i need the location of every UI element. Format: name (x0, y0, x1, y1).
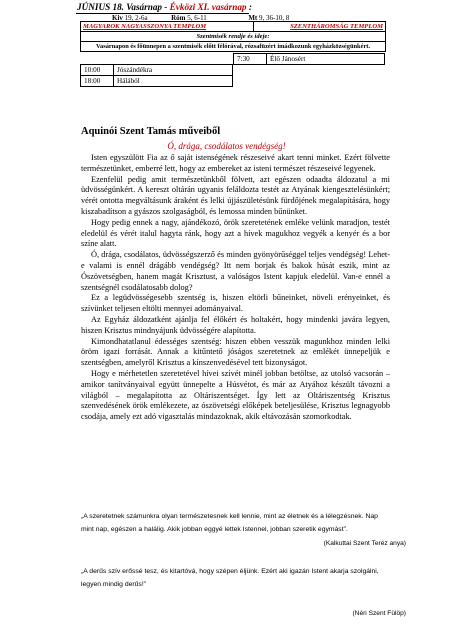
mass-time: 7:30 (234, 54, 267, 65)
reading-2-ref: 5, 6-11 (185, 14, 207, 22)
page-title (77, 2, 252, 12)
mass-intention: Jószándékra (114, 65, 233, 76)
mass-time: 10:00 (81, 65, 114, 76)
reading-2-label: Róm (171, 14, 186, 22)
liturgical-day: Évközi XI. vasárnap (169, 2, 247, 12)
article-body (81, 153, 390, 423)
paragraph: Ezenfelül pedig amit természetünkből fölvett, azt egészen odaadta áldozatul a mi üdvösségünkért. A kereszt oltárán ugyanis feláldozta testét az Atyának kiengesztelésünkért; vérét ontotta megváltásunk áraként és lelki újjászületésünk fürdőjének megalapítására, hogy kiszabadítson a gyászos szolgaságból, és lemossa minden bűnünket. (81, 174, 390, 216)
table-row (81, 76, 233, 87)
mass-schedule-table (80, 21, 386, 52)
quote-1-author: (Kalkuttai Szent Teréz anya) (323, 540, 406, 547)
paragraph: Hogy e mérhetetlen szeretetével hívei szívét minél jobban betöltse, az utolsó vacsorán – amikor tanítványaival együtt ünnepelte a Húsvétot, és már az Atyához készült távozni a világból – megalapította az Oltáriszentséget. Így lett az Oltáriszentség Krisztus szenvedésének örök emlékezete, az ószövetségi előképek beteljesülése, Krisztus legnagyobb csodája, amely ezt adó vigasztalás mindazoknak, akik eltávozásán szomorkodtak. (81, 368, 390, 422)
church-right-name: SZENTHÁROMSÁG TEMPLOM (253, 22, 385, 32)
church-left-name: MAGYAROK NAGYASSZONYA TEMPLOM (81, 22, 254, 32)
reading-1-ref: 19, 2-6a (122, 14, 148, 22)
reading-3-ref: 9, 36-10, 8 (257, 14, 290, 22)
paragraph: Ez a legüdvösségesebb szentség is, hiszen eltörli bűneinket, növeli erényeinket, és szívünket teljesen eltölti mennyei adományaival. (81, 293, 390, 314)
paragraph: Kimondhatatlanul édességes szentség: hiszen ebben vesszük magunkhoz minden lelki öröm igazi forrását. Annak a kitűntető jóságos szeretetnek az emlékét ünnepeljük e szentségben, amelyről Krisztus a kínszenvedésével tett bizonyságot. (81, 336, 390, 368)
paragraph: Hogy pedig ennek a nagy, ajándékozó, örök szeretetének emléke velünk maradjon, testét eledelül és vérét italul hagyta ránk, hogy azt a hívek magukhoz vegyék a kenyér és a bor színe alatt. (81, 217, 390, 249)
table-row (234, 54, 385, 65)
mass-intention: Hálából (114, 76, 233, 87)
reading-3-label: Mt (248, 14, 258, 22)
article-subtitle: Ó, drága, csodálatos vendégség! (167, 141, 286, 151)
table-row (81, 65, 233, 76)
title-colon: : (246, 2, 252, 12)
mass-time: 18:00 (81, 76, 114, 87)
right-church-times (233, 53, 385, 65)
quote-1-text: „A szeretetnek számunkra olyan természetesnek kell lennie, mint az életnek és a lélegzésnek. Nap mint nap, egészen a halálig. Akik jobban eggyé lettek Istennel, jobban szeretik egymást”. (81, 513, 378, 533)
paragraph: Isten egyszülött Fia az ő saját istenségének részeseivé akart tenni minket. Ezért fölvette természetünket, emberré lett, hogy az embereket az isteni természet részeseivé legyenek. (81, 153, 390, 173)
schedule-header: Szentmisék rendje és ideje: (81, 32, 386, 42)
left-church-times (80, 64, 233, 87)
article-title: Aquinói Szent Tamás műveiből (81, 126, 221, 137)
schedule-note: Vasárnapon és főünnepen a szentmisék előtt félórával, rózsafüzért imádkozunk egyházközségünkért. (81, 42, 386, 52)
reading-1-label: Kiv (112, 14, 123, 22)
quote-2-author: (Néri Szent Fülöp) (352, 610, 406, 617)
date-text: JÚNIUS 18. Vasárnap - (77, 2, 170, 12)
mass-intention: Élő Jánosért (267, 54, 385, 65)
paragraph: Ó, drága, csodálatos, üdvösségszerző és minden gyönyörűséggel teljes vendégség! Lehet-e valami is ennél drágább vendégség? Itt nem borjak és bakok húsát eszik, mint az Ószövetségben, hanem magát Krisztust, a valóságos Istent kapjuk eledelül. Van-e ennél a szentségnél csodálatosabb dolog? (81, 250, 390, 292)
paragraph: Az Egyház áldozatként ajánlja fel élőkért és holtakért, hogy mindenki javára legyen, hiszen Krisztus mindnyájunk üdvösségére alapította. (81, 314, 390, 335)
quote-2-text: „A derűs szív erőssé tesz, és kitartóvá, hogy szépen éljünk. Ezért aki igazán Istent akarja szolgálni, legyen mindig derűs!” (81, 568, 379, 588)
